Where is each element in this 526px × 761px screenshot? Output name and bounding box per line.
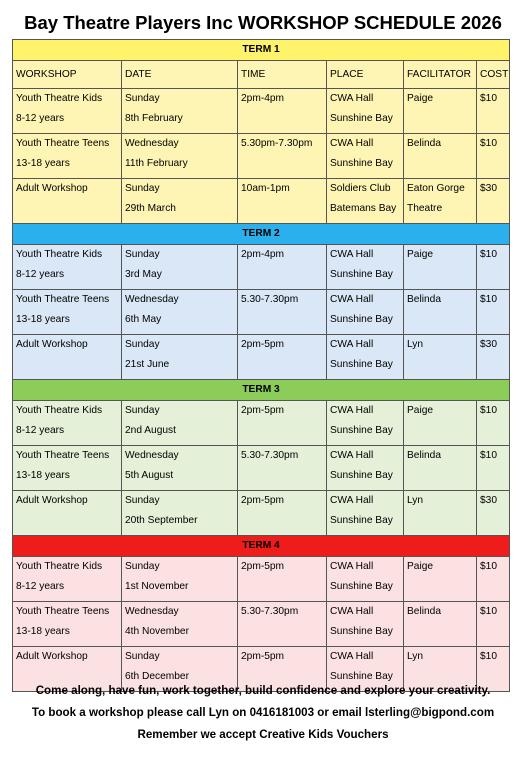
term-label-cell (13, 40, 510, 61)
cost-value: $10 (480, 249, 497, 260)
column-header-row (13, 61, 510, 89)
workshop-cell (13, 290, 122, 335)
place-line: CWA Hall (330, 450, 374, 461)
date-line: 8th February (125, 113, 183, 124)
date-line: Sunday (125, 339, 160, 350)
term-header-row (13, 40, 510, 61)
workshop-line: Youth Theatre Kids (16, 561, 103, 572)
date-cell (122, 491, 238, 536)
time-value: 5.30-7.30pm (241, 450, 299, 461)
time-cell (238, 89, 327, 134)
footer-line-1: Come along, have fun, work together, build confidence and explore your creativity. (35, 684, 491, 697)
place-cell (327, 491, 404, 536)
place-cell (327, 290, 404, 335)
column-header-facilitator: FACILITATOR (404, 61, 477, 89)
time-cell (238, 602, 327, 647)
cost-cell (477, 557, 510, 602)
term-label: TERM 3 (242, 384, 280, 395)
date-line: Sunday (125, 651, 160, 662)
table-row (13, 446, 510, 491)
place-cell (327, 446, 404, 491)
workshop-line: 8-12 years (16, 269, 65, 280)
facilitator-cell (404, 491, 477, 536)
time-value: 2pm-5pm (241, 561, 285, 572)
date-cell (122, 89, 238, 134)
date-cell (122, 446, 238, 491)
column-header-date: DATE (122, 61, 238, 89)
facilitator-line (407, 154, 476, 174)
place-cell (327, 602, 404, 647)
date-line: 11th February (125, 158, 188, 169)
time-cell (238, 179, 327, 224)
date-line: 29th March (125, 203, 176, 214)
facilitator-line: Theatre (407, 203, 443, 214)
cost-value: $10 (480, 561, 497, 572)
time-value: 2pm-4pm (241, 93, 285, 104)
facilitator-line (407, 265, 476, 285)
workshop-line: Youth Theatre Kids (16, 249, 103, 260)
facilitator-line (407, 511, 476, 531)
time-cell (238, 446, 327, 491)
workshop-line (16, 199, 121, 219)
facilitator-cell (404, 89, 477, 134)
place-line: CWA Hall (330, 495, 374, 506)
facilitator-cell (404, 446, 477, 491)
facilitator-line: Lyn (407, 651, 424, 662)
workshop-line (16, 355, 121, 375)
date-cell (122, 134, 238, 179)
place-line: CWA Hall (330, 339, 374, 350)
workshop-cell (13, 491, 122, 536)
place-cell (327, 245, 404, 290)
facilitator-line: Paige (407, 93, 434, 104)
table-row (13, 290, 510, 335)
cost-cell (477, 335, 510, 380)
workshop-cell (13, 602, 122, 647)
date-line: 3rd May (125, 269, 162, 280)
facilitator-line: Eaton Gorge (407, 183, 465, 194)
table-row (13, 602, 510, 647)
cost-cell (477, 245, 510, 290)
workshop-line: Youth Theatre Kids (16, 405, 103, 416)
cost-value: $10 (480, 450, 497, 461)
date-line: 6th May (125, 314, 162, 325)
date-line: Sunday (125, 93, 160, 104)
workshop-line: Youth Theatre Teens (16, 606, 110, 617)
cost-cell (477, 89, 510, 134)
time-value: 2pm-4pm (241, 249, 285, 260)
term-label: TERM 4 (242, 540, 280, 551)
term-label-cell (13, 380, 510, 401)
workshop-cell (13, 89, 122, 134)
facilitator-cell (404, 245, 477, 290)
place-line: CWA Hall (330, 561, 374, 572)
workshop-line: 13-18 years (16, 314, 70, 325)
place-line: Sunshine Bay (330, 359, 393, 370)
place-line: CWA Hall (330, 249, 374, 260)
date-line: 2nd August (125, 425, 176, 436)
table-row (13, 557, 510, 602)
facilitator-cell (404, 602, 477, 647)
workshop-line: Youth Theatre Teens (16, 450, 110, 461)
date-line: 21st June (125, 359, 170, 370)
place-cell (327, 335, 404, 380)
facilitator-line (407, 622, 476, 642)
facilitator-line: Belinda (407, 294, 441, 305)
place-line: Sunshine Bay (330, 626, 393, 637)
workshop-cell (13, 134, 122, 179)
cost-cell (477, 491, 510, 536)
column-header-time: TIME (238, 61, 327, 89)
cost-value: $10 (480, 651, 497, 662)
place-line: Sunshine Bay (330, 581, 393, 592)
date-cell (122, 290, 238, 335)
workshop-line (16, 511, 121, 531)
place-line: CWA Hall (330, 405, 374, 416)
facilitator-cell (404, 134, 477, 179)
table-row (13, 245, 510, 290)
facilitator-line (407, 421, 476, 441)
date-line: Sunday (125, 249, 160, 260)
workshop-line: 13-18 years (16, 158, 70, 169)
table-row (13, 89, 510, 134)
facilitator-line: Paige (407, 561, 434, 572)
cost-cell (477, 134, 510, 179)
workshop-schedule-table (12, 39, 510, 692)
facilitator-cell (404, 401, 477, 446)
facilitator-cell (404, 179, 477, 224)
cost-value: $10 (480, 93, 497, 104)
place-line: Sunshine Bay (330, 113, 393, 124)
date-line: Sunday (125, 561, 160, 572)
time-value: 2pm-5pm (241, 651, 285, 662)
page-title: Bay Theatre Players Inc WORKSHOP SCHEDULE 2026 (24, 12, 502, 33)
time-cell (238, 134, 327, 179)
place-line: CWA Hall (330, 294, 374, 305)
facilitator-line: Paige (407, 405, 434, 416)
date-line: Sunday (125, 405, 160, 416)
cost-cell (477, 290, 510, 335)
cost-value: $30 (480, 495, 497, 506)
time-cell (238, 335, 327, 380)
cost-cell (477, 446, 510, 491)
workshop-line: 8-12 years (16, 113, 65, 124)
facilitator-cell (404, 335, 477, 380)
workshop-line: Youth Theatre Teens (16, 294, 110, 305)
cost-cell (477, 179, 510, 224)
workshop-line: 8-12 years (16, 425, 65, 436)
place-cell (327, 179, 404, 224)
place-line: Sunshine Bay (330, 671, 393, 682)
date-line: Sunday (125, 183, 160, 194)
cost-value: $10 (480, 138, 497, 149)
place-line: CWA Hall (330, 606, 374, 617)
column-header-place: PLACE (327, 61, 404, 89)
date-cell (122, 245, 238, 290)
cost-value: $30 (480, 339, 497, 350)
place-line: Sunshine Bay (330, 470, 393, 481)
place-line: CWA Hall (330, 138, 374, 149)
time-value: 10am-1pm (241, 183, 290, 194)
date-line: Wednesday (125, 294, 179, 305)
place-cell (327, 557, 404, 602)
cost-cell (477, 401, 510, 446)
place-line: CWA Hall (330, 93, 374, 104)
term-header-row (13, 380, 510, 401)
date-cell (122, 335, 238, 380)
date-line: Wednesday (125, 606, 179, 617)
workshop-cell (13, 446, 122, 491)
time-value: 2pm-5pm (241, 339, 285, 350)
table-row (13, 179, 510, 224)
facilitator-cell (404, 290, 477, 335)
workshop-line: Adult Workshop (16, 339, 88, 350)
date-line: 4th November (125, 626, 189, 637)
facilitator-line (407, 109, 476, 129)
facilitator-cell (404, 557, 477, 602)
date-line: Wednesday (125, 450, 179, 461)
term-label: TERM 1 (242, 44, 280, 55)
table-row (13, 134, 510, 179)
workshop-line: 13-18 years (16, 626, 70, 637)
place-cell (327, 401, 404, 446)
term-label: TERM 2 (242, 228, 280, 239)
term-label-cell (13, 224, 510, 245)
place-line: Sunshine Bay (330, 314, 393, 325)
date-line: 1st November (125, 581, 189, 592)
date-cell (122, 557, 238, 602)
term-header-row (13, 224, 510, 245)
facilitator-line: Lyn (407, 339, 424, 350)
date-cell (122, 602, 238, 647)
time-value: 5.30-7.30pm (241, 294, 299, 305)
workshop-cell (13, 557, 122, 602)
table-row (13, 401, 510, 446)
workshop-line: Youth Theatre Kids (16, 93, 103, 104)
table-row (13, 491, 510, 536)
cost-value: $10 (480, 606, 497, 617)
facilitator-line (407, 310, 476, 330)
cost-cell (477, 602, 510, 647)
date-line: 6th December (125, 671, 189, 682)
workshop-cell (13, 401, 122, 446)
footer-line-3: Remember we accept Creative Kids Vouchers (137, 728, 389, 741)
place-line: CWA Hall (330, 651, 374, 662)
place-line: Batemans Bay (330, 203, 397, 214)
facilitator-line (407, 577, 476, 597)
time-cell (238, 290, 327, 335)
facilitator-line: Belinda (407, 138, 441, 149)
place-line: Sunshine Bay (330, 158, 393, 169)
time-value: 5.30-7.30pm (241, 606, 299, 617)
time-cell (238, 245, 327, 290)
term-label-cell (13, 536, 510, 557)
date-cell (122, 401, 238, 446)
place-line: Sunshine Bay (330, 515, 393, 526)
workshop-line: Youth Theatre Teens (16, 138, 110, 149)
workshop-cell (13, 179, 122, 224)
workshop-line: 13-18 years (16, 470, 70, 481)
workshop-line: Adult Workshop (16, 495, 88, 506)
facilitator-line (407, 355, 476, 375)
column-header-cost: COST (477, 61, 510, 89)
time-value: 5.30pm-7.30pm (241, 138, 313, 149)
footer-line-2: To book a workshop please call Lyn on 0416181003 or email lsterling@bigpond.com (31, 706, 495, 719)
term-header-row (13, 536, 510, 557)
place-line: Sunshine Bay (330, 425, 393, 436)
table-row (13, 335, 510, 380)
facilitator-line: Belinda (407, 606, 441, 617)
time-cell (238, 557, 327, 602)
cost-value: $10 (480, 405, 497, 416)
place-cell (327, 134, 404, 179)
facilitator-line (407, 466, 476, 486)
date-line: Wednesday (125, 138, 179, 149)
date-line: Sunday (125, 495, 160, 506)
cost-value: $30 (480, 183, 497, 194)
facilitator-line: Lyn (407, 495, 424, 506)
place-line: Sunshine Bay (330, 269, 393, 280)
time-value: 2pm-5pm (241, 405, 285, 416)
workshop-cell (13, 335, 122, 380)
column-header-workshop: WORKSHOP (13, 61, 122, 89)
time-value: 2pm-5pm (241, 495, 285, 506)
date-cell (122, 179, 238, 224)
workshop-line: Adult Workshop (16, 183, 88, 194)
place-cell (327, 89, 404, 134)
facilitator-line: Belinda (407, 450, 441, 461)
place-line: Soldiers Club (330, 183, 391, 194)
facilitator-line: Paige (407, 249, 434, 260)
time-cell (238, 491, 327, 536)
workshop-line: Adult Workshop (16, 651, 88, 662)
workshop-line: 8-12 years (16, 581, 65, 592)
time-cell (238, 401, 327, 446)
date-line: 20th September (125, 515, 198, 526)
cost-value: $10 (480, 294, 497, 305)
date-line: 5th August (125, 470, 174, 481)
workshop-cell (13, 245, 122, 290)
